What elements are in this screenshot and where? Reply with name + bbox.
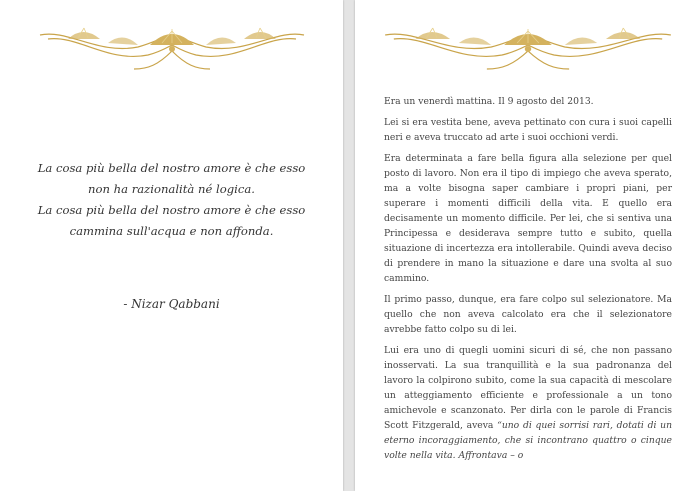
body-text xyxy=(384,94,672,469)
ornament-icon xyxy=(38,25,306,73)
left-page xyxy=(0,0,343,491)
poem-signature: - Nizar Qabbani xyxy=(123,297,220,311)
poem xyxy=(18,158,325,242)
paragraph xyxy=(384,343,672,463)
right-page xyxy=(355,0,700,491)
paragraph: Era un venerdì mattina. Il 9 agosto del 2013. xyxy=(384,96,594,107)
poem-line: La cosa più bella del nostro amore è che esso xyxy=(37,203,306,217)
ornament-icon xyxy=(383,25,673,73)
poem-line: cammina sull'acqua e non affonda. xyxy=(69,224,274,238)
paragraph: Era determinata a fare bella figura alla selezione per quel posto di lavoro. Non era il tipo di impiego che aveva sperato, ma a volte bisogna saper cambiare i propri piani, per superare i momenti difficili della vita. E quello era decisamente un momento difficile. Per lei, che si sentiva una Principessa e desiderava sempre tutto e subito, quella situazione di incertezza era intollerabile. Quindi aveva deciso di prendere in mano la situazione e dare una svolta al suo cammino. xyxy=(384,153,672,284)
paragraph: Lei si era vestita bene, aveva pettinato con cura i suoi capelli neri e aveva truccato ad arte i suoi occhioni verdi. xyxy=(384,117,672,143)
fitzgerald-quote: “uno di quei sorrisi rari, dotati di un eterno incoraggiamento, che si incontrano quattro o cinque volte nella vita. Affrontava – o xyxy=(384,420,673,461)
paragraph-text: Lui era uno di quegli uomini sicuri di sé, che non passano inosservati. La sua tranquillità e la sua padronanza del lavoro la colpirono subito, come la sua capacità di mescolare un atteggiamento efficiente e professionale a un tono amichevole e scanzonato. Per dirla con le parole di Francis Scott Fitzgerald, aveva xyxy=(384,345,672,431)
poem-line: La cosa più bella del nostro amore è che esso xyxy=(37,161,306,175)
poem-line: non ha razionalità né logica. xyxy=(88,182,255,196)
paragraph: Il primo passo, dunque, era fare colpo sul selezionatore. Ma quello che non aveva calcolato era che il selezionatore avrebbe fatto colpo su di lei. xyxy=(384,294,672,335)
